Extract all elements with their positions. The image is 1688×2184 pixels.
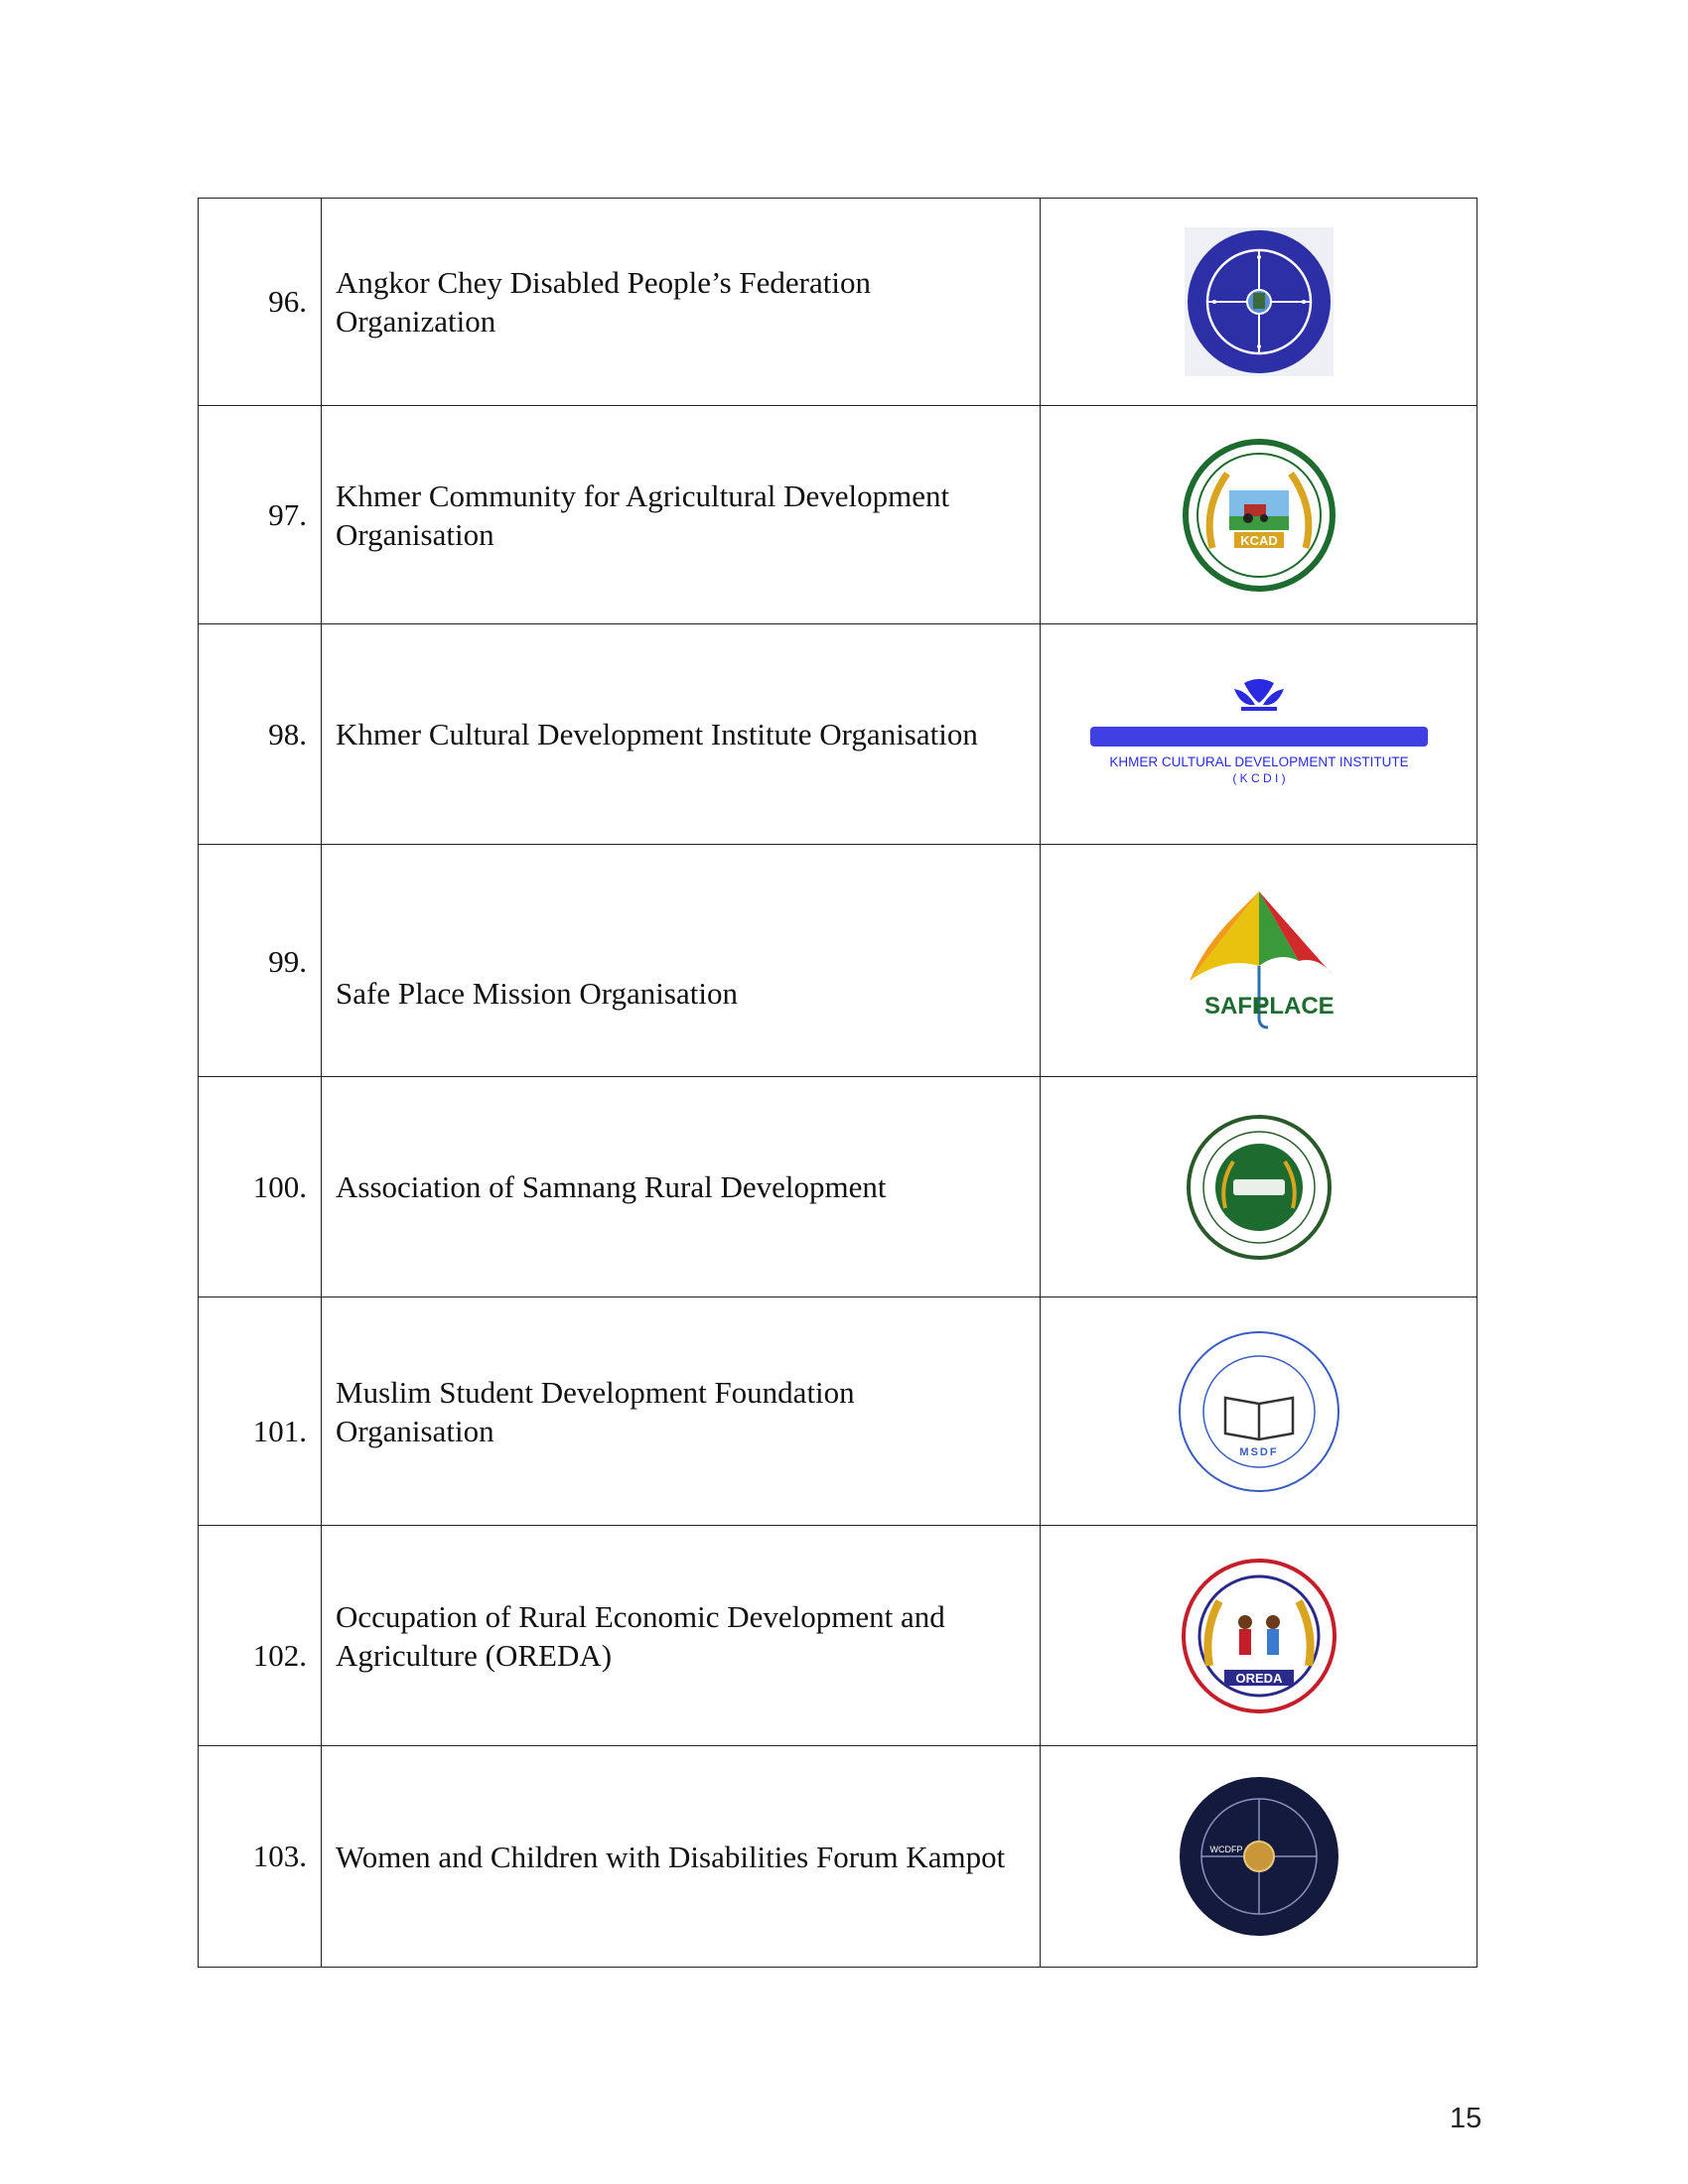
logo-label: KHMER CULTURAL DEVELOPMENT INSTITUTE — [1108, 753, 1409, 769]
row-number: 96. — [199, 199, 322, 406]
page-number: 15 — [1450, 2103, 1482, 2134]
organization-logo-cell — [1041, 1526, 1477, 1746]
logo-label: KCAD — [1239, 532, 1278, 548]
organization-name: Occupation of Rural Economic Development and Agriculture (OREDA) — [322, 1526, 1041, 1746]
adpfo-logo-icon — [1185, 227, 1334, 376]
asrd-logo-icon — [1186, 1114, 1333, 1261]
row-number: 99. — [199, 845, 322, 1077]
organization-logo-cell — [1041, 1297, 1477, 1526]
row-number: 100. — [199, 1077, 322, 1297]
organization-name: Khmer Cultural Development Institute Organisation — [322, 624, 1041, 845]
table-row — [199, 1077, 1477, 1297]
organization-logo-cell — [1041, 845, 1477, 1077]
organization-logo-cell — [1041, 199, 1477, 406]
logo-label: WCDFP — [1209, 1844, 1242, 1854]
row-number: 103. — [199, 1746, 322, 1968]
kcad-logo-icon — [1183, 439, 1336, 592]
organization-name: Angkor Chey Disabled People’s Federation Organization — [322, 199, 1041, 406]
table-row — [199, 624, 1477, 845]
wcdfp-logo-icon — [1177, 1774, 1341, 1939]
logo-label: SAFE — [1203, 992, 1268, 1020]
table-row — [199, 845, 1477, 1077]
organization-logo-cell — [1041, 406, 1477, 624]
table-row — [199, 1526, 1477, 1746]
table-row — [199, 1297, 1477, 1526]
msdf-book-icon — [1176, 1328, 1342, 1495]
organization-name: Association of Samnang Rural Development — [322, 1077, 1041, 1297]
organization-logo-cell — [1041, 624, 1477, 845]
row-number: 101. — [199, 1297, 322, 1526]
logo-sublabel: ( K C D I ) — [1231, 770, 1286, 785]
organization-logo-cell — [1041, 1077, 1477, 1297]
organization-name: Muslim Student Development Foundation Organisation — [322, 1297, 1041, 1526]
table-row — [199, 199, 1477, 406]
logo-sublabel: PLACE — [1252, 992, 1335, 1020]
organization-name: Women and Children with Disabilities Forum Kampot — [322, 1746, 1041, 1968]
safe-place-umbrella-icon — [1175, 887, 1343, 1035]
oreda-logo-icon — [1180, 1557, 1338, 1715]
kcdi-logo-icon — [1070, 675, 1448, 794]
row-number: 98. — [199, 624, 322, 845]
organization-table — [198, 198, 1477, 1968]
organization-logo-cell — [1041, 1746, 1477, 1968]
table-row — [199, 1746, 1477, 1968]
organization-name: Khmer Community for Agricultural Development Organisation — [322, 406, 1041, 624]
organization-name: Safe Place Mission Organisation — [322, 845, 1041, 1077]
row-number: 97. — [199, 406, 322, 624]
row-number: 102. — [199, 1526, 322, 1746]
logo-label: OREDA — [1235, 1670, 1282, 1686]
logo-label: MSDF — [1238, 1445, 1279, 1458]
table-row — [199, 406, 1477, 624]
